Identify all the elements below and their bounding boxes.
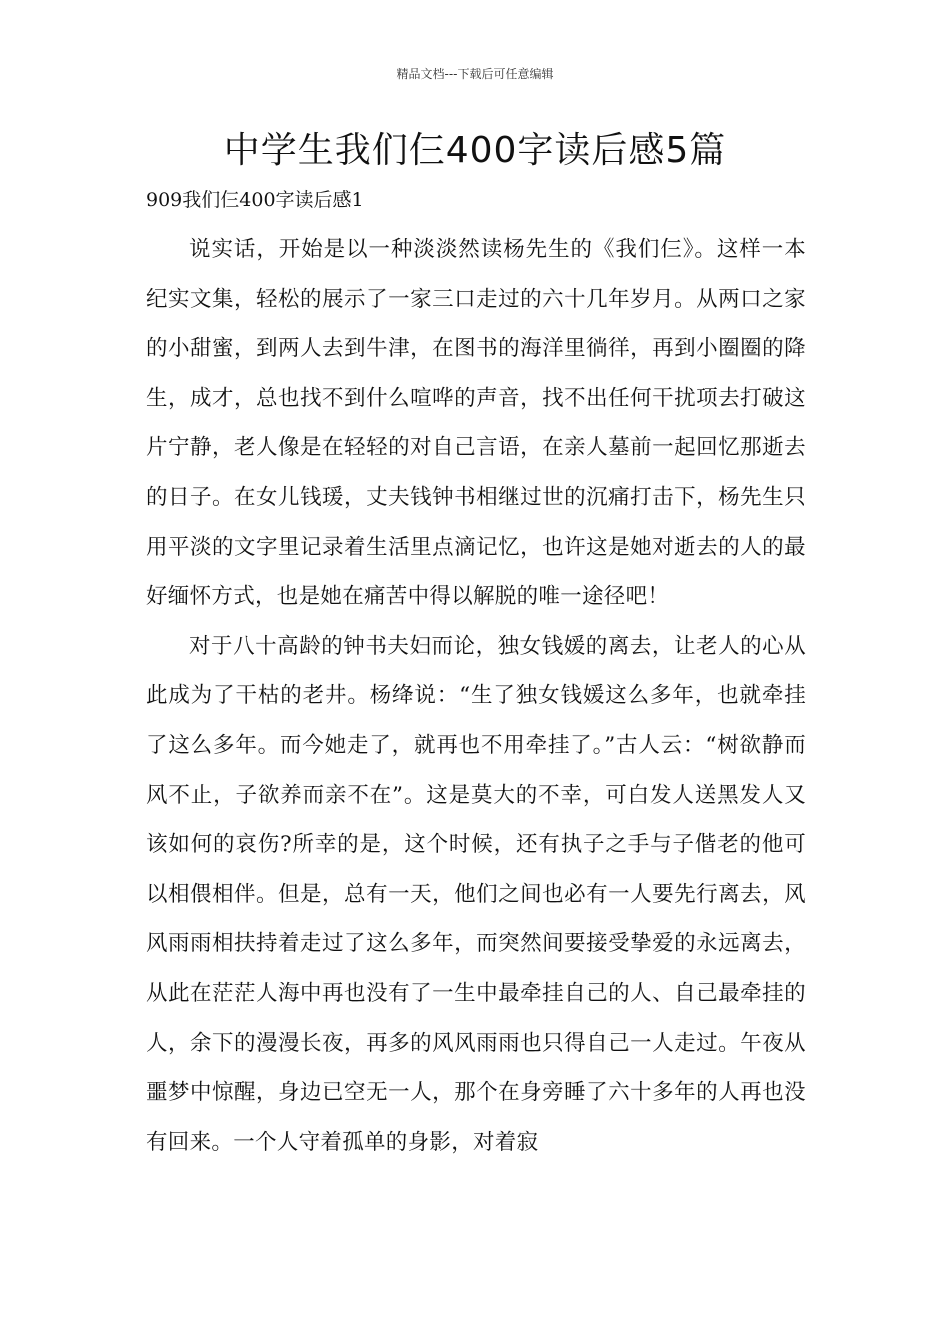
paragraph-2: 对于八十高龄的钟书夫妇而论，独女钱媛的离去，让老人的心从此成为了干枯的老井。杨绛说：“生了独女钱媛这么多年，也就牵挂了这么多年。而今她走了，就再也不用牵挂了。”古人云：“树欲静而风不止，子欲养而亲不在”。这是莫大的不幸，可白发人送黑发人又该如何的哀伤?所幸的是，这个时候，还有执子之手与子偕老的他可以相偎相伴。但是，总有一天，他们之间也必有一人要先行离去，风风雨雨相扶持着走过了这么多年，而突然间要接受挚爱的永远离去，从此在茫茫人海中再也没有了一生中最牵挂自己的人、自己最牵挂的人，余下的漫漫长夜，再多的风风雨雨也只得自己一人走过。午夜从噩梦中惊醒，身边已空无一人，那个在身旁睡了六十多年的人再也没有回来。一个人守着孤单的身影，对着寂 (146, 633, 806, 1155)
document-title: 中学生我们仨400字读后感5篇 (223, 130, 727, 171)
paragraph-1: 说实话，开始是以一种淡淡然读杨先生的《我们仨》。这样一本纪实文集，轻松的展示了一家三口走过的六十几年岁月。从两口之家的小甜蜜，到两人去到牛津，在图书的海洋里徜徉，再到小圈圈的降生，成才，总也找不到什么喧哗的声音，找不出任何干扰项去打破这片宁静，老人像是在轻轻的对自己言语，在亲人墓前一起回忆那逝去的日子。在女儿钱瑗，丈夫钱钟书相继过世的沉痛打击下，杨先生只用平淡的文字里记录着生活里点滴记忆，也许这是她对逝去的人的最好缅怀方式，也是她在痛苦中得以解脱的唯一途径吧！ (146, 237, 806, 610)
page-header: 精品文档---下载后可任意编辑 (396, 67, 554, 81)
section-heading: 909我们仨400字读后感1 (146, 189, 364, 211)
body-text (146, 225, 806, 1167)
